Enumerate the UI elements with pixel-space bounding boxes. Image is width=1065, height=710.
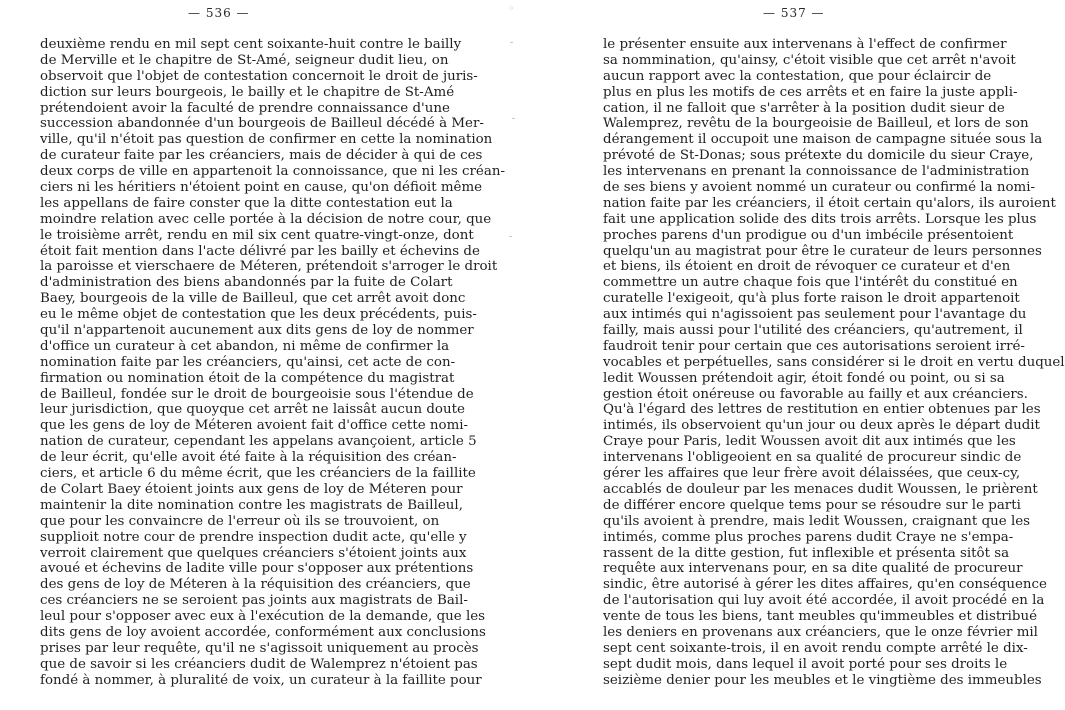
text-line: eu le même objet de contestation que les deux précédents, puis-: [40, 307, 477, 323]
text-line: les appellans de faire conster que la ditte contestation eut la: [40, 195, 453, 211]
text-line: d'office un curateur à cet abandon, ni même de confirmer la: [40, 338, 450, 354]
text-line: de leur écrit, qu'elle avoit été faite à la réquisition des créan-: [40, 450, 457, 466]
page-body-text: [603, 37, 1065, 689]
text-line: et biens, ils étoient en droit de révoquer ce curateur et d'en: [603, 259, 1011, 275]
text-line: nation faite par les créanciers, il étoit certain qu'alors, ils auroient: [603, 195, 1056, 211]
text-line: de curateur faite par les créanciers, mais de décider à qui de ces: [40, 148, 483, 164]
text-line: quelqu'un au magistrat pour être le curateur de leurs personnes: [603, 243, 1042, 259]
text-line: ciers ni les héritiers n'étoient point en cause, qu'on défioit même: [40, 180, 483, 196]
text-line: de Bailleul, fondée sur le droit de bourgeoisie sous l'étendue de: [40, 386, 474, 402]
text-line: de différer encore quelque tems pour se résoudre sur le parti: [603, 497, 1021, 513]
gutter-speck: [510, 42, 513, 43]
text-line: qu'ils avoient à prendre, mais ledit Woussen, craignant que les: [603, 513, 1031, 529]
text-line: vocables et perpétuelles, sans considérer si le droit en vertu duquel: [603, 354, 1065, 370]
text-line: de Merville et le chapitre de St-Amé, seigneur dudit lieu, on: [40, 52, 449, 68]
text-line: seizième denier pour les meubles et le vingtième des immeubles: [603, 672, 1042, 688]
gutter-binding-mark: ◦: [508, 2, 515, 15]
text-line: ville, qu'il n'étoit pas question de confirmer en cette la nomination: [40, 132, 493, 148]
text-line: gérer les affaires que leur frère avoit délaissées, que ceux-cy,: [603, 466, 1021, 482]
text-line: rassent de la ditte gestion, fut inflexible et présenta sitôt sa: [603, 545, 1010, 561]
text-line: les intervenans en prenant la connoissance de l'administration: [603, 164, 1030, 180]
text-line: vente de tous les biens, tant meubles qu'immeubles et distribué: [603, 609, 1038, 625]
text-line: leur jurisdiction, que quoyque cet arrêt ne laissât aucun doute: [40, 402, 465, 418]
text-line: failly, mais aussi pour l'utilité des créanciers, qu'autrement, il: [603, 323, 1023, 339]
text-line: Baey, bourgeois de la ville de Bailleul, que cet arrêt avoit donc: [40, 291, 466, 307]
text-line: nomination faite par les créanciers, qu'ainsi, cet acte de con-: [40, 354, 456, 370]
text-line: leul pour s'opposer avec eux à l'exécution de la demande, que les: [40, 609, 486, 625]
text-line: sa nommination, qu'ainsy, c'étoit visible que cet arrêt n'avoit: [603, 52, 1016, 68]
text-line: sept cent soixante-trois, il en avoit rendu compte arrêté le dix-: [603, 640, 1028, 656]
text-line: de ses biens y avoient nommé un curateur ou confirmé la nomi-: [603, 180, 1036, 196]
text-line: verroit clairement que quelques créanciers s'étoient joints aux: [40, 545, 467, 561]
text-line: prévoté de St-Donas; sous prétexte du domicile du sieur Craye,: [603, 148, 1034, 164]
text-line: de l'autorisation qui luy avoit été accordée, il avoit procédé en la: [603, 593, 1045, 609]
text-line: nation de curateur, cependant les appelans avançoient, article 5: [40, 434, 477, 450]
text-line: qu'il n'appartenoit aucunement aux dits gens de loy de nommer: [40, 323, 474, 339]
text-line: les deniers en provenans aux créanciers, que le onze février mil: [603, 624, 1038, 640]
text-line: commettre un autre chaque fois que l'intérêt du constitué en: [603, 275, 1018, 291]
right-page: [603, 0, 1065, 710]
text-line: de Colart Baey étoient joints aux gens de loy de Méteren pour: [40, 481, 463, 497]
gutter-speck: [512, 118, 515, 119]
text-line: avoué et échevins de ladite ville pour s'opposer aux prétentions: [40, 561, 474, 577]
text-line: aucun rapport avec la contestation, que pour éclaircir de: [603, 68, 992, 84]
text-line: sindic, être autorisé à gérer les dites affaires, qu'en conséquence: [603, 577, 1047, 593]
text-line: ledit Woussen prétendoit agir, étoit fondé ou point, ou si sa: [603, 370, 1005, 386]
text-line: firmation ou nomination étoit de la compétence du magistrat: [40, 370, 455, 386]
text-line: moindre relation avec celle portée à la décision de notre cour, que: [40, 211, 492, 227]
text-line: fondé à nommer, à pluralité de voix, un curateur à la faillite pour: [40, 672, 482, 688]
text-line: sept dudit mois, dans lequel il avoit porté pour ses droits le: [603, 656, 1008, 672]
text-line: accablés de douleur par les menaces dudit Woussen, le prièrent: [603, 481, 1038, 497]
text-line: cation, il ne falloit que s'arrêter à la position dudit sieur de: [603, 100, 1005, 116]
text-line: Qu'à l'égard des lettres de restitution en entier obtenues par les: [603, 402, 1041, 418]
text-line: le troisième arrêt, rendu en mil six cent quatre-vingt-onze, dont: [40, 227, 474, 243]
text-line: des gens de loy de Méteren à la réquisition des créanciers, que: [40, 577, 471, 593]
text-line: intimés, ils observoient qu'un jour ou deux après le départ dudit: [603, 418, 1040, 434]
text-line: dits gens de loy avoient accordée, conformément aux conclusions: [40, 624, 486, 640]
text-line: fait une application solide des dits trois arrêts. Lorsque les plus: [603, 211, 1037, 227]
text-line: maintenir la dite nomination contre les magistrats de Bailleul,: [40, 497, 463, 513]
page-number: — 536 —: [188, 6, 250, 20]
text-line: étoit fait mention dans l'acte délivré par les bailly et échevins de: [40, 243, 480, 259]
text-line: dérangement il occupoit une maison de campagne située sous la: [603, 132, 1043, 148]
text-line: le présenter ensuite aux intervenans à l'effect de confirmer: [603, 37, 1007, 52]
text-line: faudroit tenir pour certain que ces autorisations seroient irré-: [603, 338, 1025, 354]
text-line: Craye pour Paris, ledit Woussen avoit dit aux intimés que les: [603, 434, 1016, 450]
page-number: — 537 —: [763, 6, 825, 20]
text-line: aux intimés qui n'agissoient pas seulement pour l'avantage du: [603, 307, 1027, 323]
text-line: curatelle l'exigeoit, qu'à plus forte raison le droit appartenoit: [603, 291, 1020, 307]
text-line: supplioit notre cour de prendre inspection dudit acte, qu'elle y: [40, 529, 467, 545]
text-line: proches parens d'un prodigue ou d'un imbécile présentoient: [603, 227, 1014, 243]
text-line: plus en plus les motifs de ces arrêts et en faire la juste appli-: [603, 84, 1018, 100]
text-line: deuxième rendu en mil sept cent soixante-huit contre le bailly: [40, 37, 462, 52]
page-body-text: [40, 37, 505, 689]
text-line: prises par leur requête, qu'il ne s'agissoit uniquement au procès: [40, 640, 479, 656]
text-line: que pour les convaincre de l'erreur où ils se trouvoient, on: [40, 513, 440, 529]
text-line: la paroisse et vierschaere de Méteren, prétendoit s'arroger le droit: [40, 259, 498, 275]
gutter-speck: [509, 236, 512, 237]
text-line: observoit que l'objet de contestation concernoit le droit de juris-: [40, 68, 478, 84]
text-line: deux corps de ville en appartenoit la connoissance, que ni les créan-: [40, 164, 505, 180]
text-line: diction sur leurs bourgeois, le bailly et le chapitre de St-Amé: [40, 84, 455, 100]
left-page: [40, 0, 505, 710]
text-line: d'administration des biens abandonnés par la fuite de Colart: [40, 275, 453, 291]
text-line: que les gens de loy de Méteren avoient fait d'office cette nomi-: [40, 418, 469, 434]
text-line: ces créanciers ne se seroient pas joints aux magistrats de Bail-: [40, 593, 468, 609]
text-line: Walemprez, revêtu de la bourgeoisie de Bailleul, et lors de son: [603, 116, 1029, 132]
text-line: succession abandonnée d'un bourgeois de Bailleul décédé à Mer-: [40, 116, 484, 132]
text-line: requête aux intervenans pour, en sa dite qualité de procureur: [603, 561, 1023, 577]
text-line: que de savoir si les créanciers dudit de Walemprez n'étoient pas: [40, 656, 478, 672]
text-line: ciers, et article 6 du même écrit, que les créanciers de la faillite: [40, 466, 476, 482]
text-line: gestion étoit onéreuse ou favorable au failly et aux créanciers.: [603, 386, 1028, 402]
text-line: intimés, comme plus proches parens dudit Craye ne s'empa-: [603, 529, 1014, 545]
text-line: prétendoient avoir la faculté de prendre connaissance d'une: [40, 100, 450, 116]
text-line: intervenans l'obligeoient en sa qualité de procureur sindic de: [603, 450, 1022, 466]
